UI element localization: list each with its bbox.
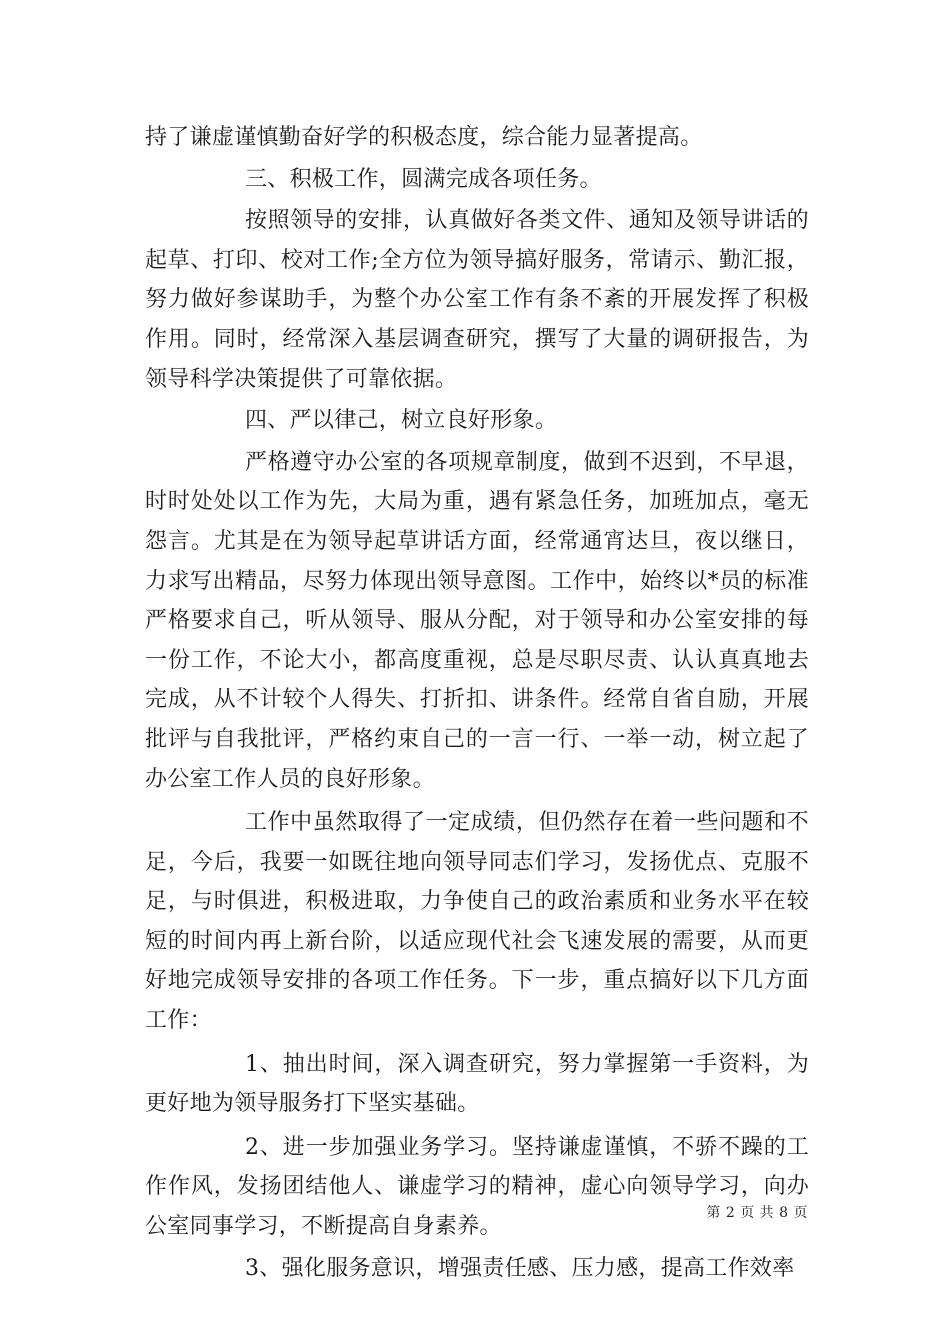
paragraph-work-tasks: 按照领导的安排，认真做好各类文件、通知及领导讲话的起草、打印、校对工作;全方位为领导搞好服务，常请示、勤汇报，努力做好参谋助手，为整个办公室工作有条不紊的开展发挥了积极作用。同时，经常深入基层调查研究，撰写了大量的调研报告，为领导科学决策提供了可靠依据。	[145, 208, 809, 392]
paragraph-self-discipline: 严格遵守办公室的各项规章制度，做到不迟到，不早退，时时处处以工作为先，大局为重，遇有紧急任务，加班加点，毫无怨言。尤其是在为领导起草讲话方面，经常通宵达旦，夜以继日，力求写出精品，尽努力体现出领导意图。工作中，始终以*员的标准严格要求自己，听从领导、服从分配，对于领导和办公室安排的每一份工作，不论大小，都高度重视，总是尽职尽责、认认真真地去完成，从不计较个人得失、打折扣、讲条件。经常自省自励，开展批评与自我批评，严格约束自己的一言一行、一举一动，树立起了办公室工作人员的良好形象。	[145, 449, 809, 792]
list-item-1: 1、抽出时间，深入调查研究，努力掌握第一手资料，为更好地为领导服务打下坚实基础。	[145, 1051, 809, 1117]
paragraph-continuation: 持了谦虚谨慎勤奋好学的积极态度，综合能力显著提高。	[145, 125, 703, 150]
list-item-3: 3、强化服务意识，增强责任感、压力感，提高工作效率	[245, 1255, 795, 1281]
paragraph-shortcomings: 工作中虽然取得了一定成绩，但仍然存在着一些问题和不足，今后，我要一如既往地向领导同志们学习，发扬优点、克服不足，与时俱进，积极进取，力争使自己的政治素质和业务水平在较短的时间内再上新台阶，以适应现代社会飞速发展的需要，从而更好地完成领导安排的各项工作任务。下一步，重点搞好以下几方面工作：	[145, 810, 809, 1034]
section-heading-4: 四、严以律己，树立良好形象。	[245, 408, 558, 434]
list-item-2: 2、进一步加强业务学习。坚持谦虚谨慎，不骄不躁的工作作风，发扬团结他人、谦虚学习的精神，虚心向领导学习，向办公室同事学习，不断提高自身素养。	[145, 1134, 809, 1240]
section-heading-3: 三、积极工作，圆满完成各项任务。	[245, 166, 602, 192]
page-number-footer: 第 2 页 共 8 页	[706, 1205, 808, 1221]
document-body	[145, 118, 809, 1288]
